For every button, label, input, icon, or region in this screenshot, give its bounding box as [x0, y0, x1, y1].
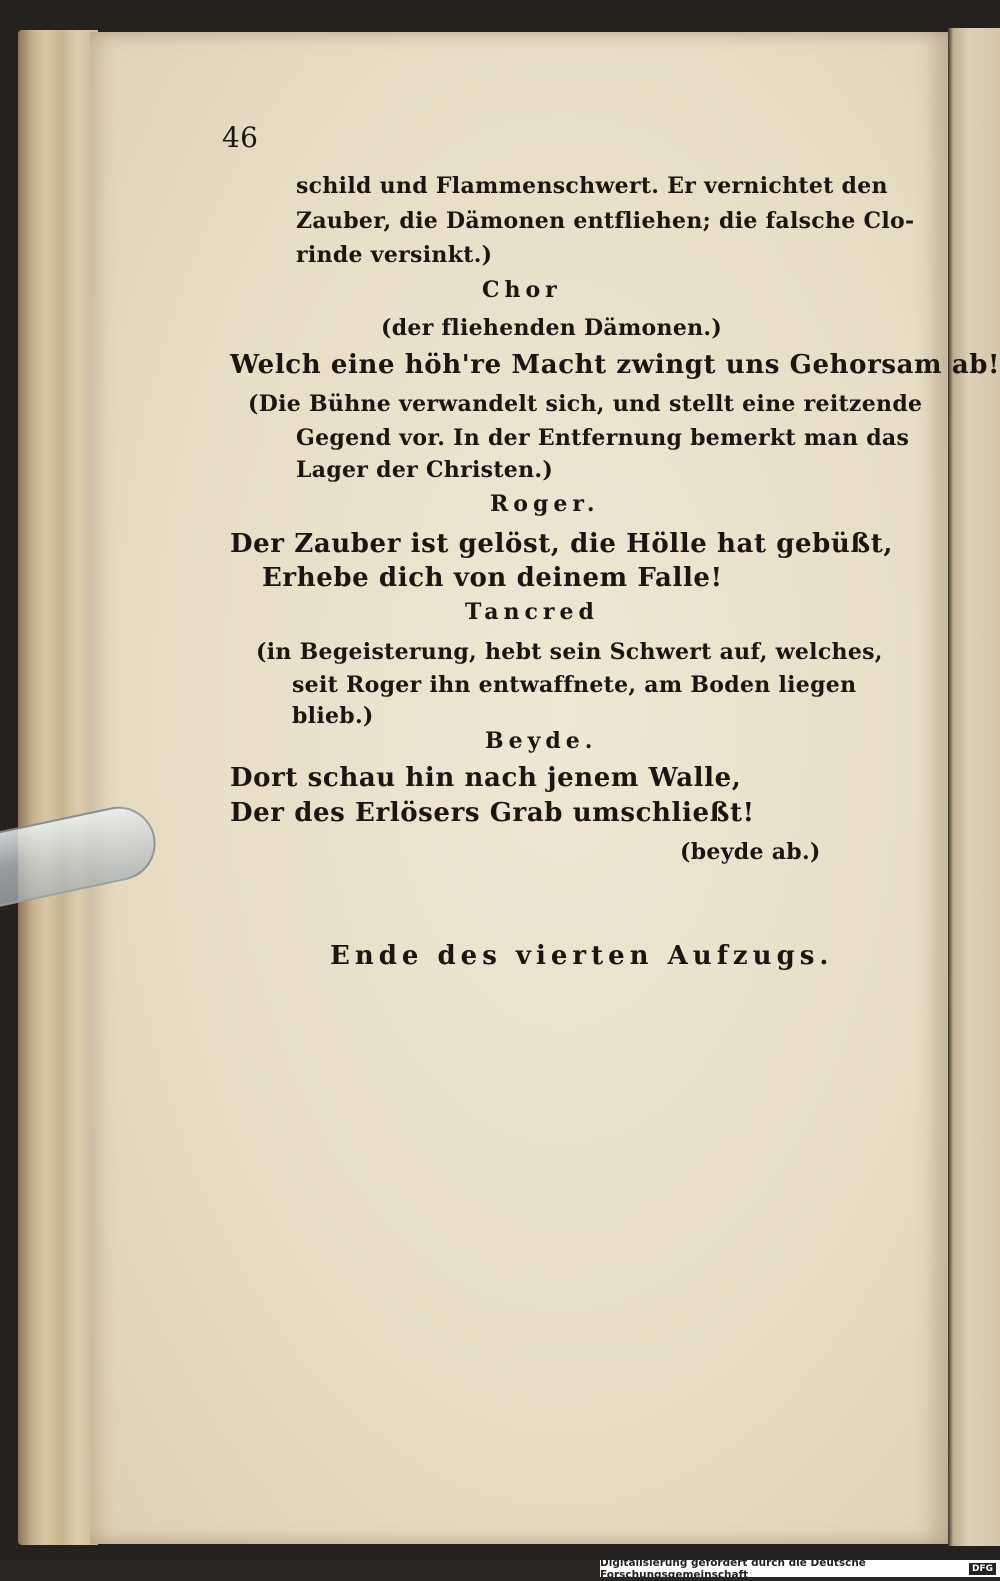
footer-banner [600, 1556, 1000, 1581]
stage-direction: (beyde ab.) [680, 839, 821, 865]
verse-line: Der des Erlösers Grab umschließt! [230, 798, 755, 828]
speaker-name: Chor [482, 277, 562, 303]
footer-text: Digitalisierung gefördert durch die Deutsche Forschungsgemeinschaft [600, 1556, 866, 1581]
speaker-name: Tancred [465, 599, 599, 625]
clip-bar [0, 800, 162, 908]
stage-direction: Lager der Christen.) [296, 457, 554, 483]
text-line: Zauber, die Dämonen entfliehen; die falsche Clo- [296, 208, 915, 234]
stage-direction: seit Roger ihn entwaffnete, am Boden liegen [292, 672, 857, 698]
verse-line: Erhebe dich von deinem Falle! [262, 563, 723, 593]
text-line: rinde versinkt.) [296, 242, 493, 268]
text-line: schild und Flammenschwert. Er vernichtet den [296, 173, 888, 199]
verse-line: Welch eine höh're Macht zwingt uns Gehorsam ab! [230, 350, 1000, 380]
stage-direction: (der fliehenden Dämonen.) [381, 315, 723, 341]
verse-line: Dort schau hin nach jenem Walle, [230, 763, 742, 793]
verse-line: Der Zauber ist gelöst, die Hölle hat gebüßt, [230, 529, 894, 559]
stage-direction: (Die Bühne verwandelt sich, und stellt eine reitzende [248, 391, 923, 417]
page-number: 46 [222, 121, 259, 154]
speaker-name: Beyde. [485, 728, 598, 754]
speaker-name: Roger. [490, 491, 600, 517]
stage-direction: Gegend vor. In der Entfernung bemerkt man das [296, 425, 910, 451]
stage-direction: blieb.) [292, 703, 374, 729]
stage-direction: (in Begeisterung, hebt sein Schwert auf, welches, [256, 639, 883, 665]
dfg-logo: DFG [969, 1563, 996, 1575]
act-end-heading: Ende des vierten Aufzugs. [330, 941, 834, 971]
